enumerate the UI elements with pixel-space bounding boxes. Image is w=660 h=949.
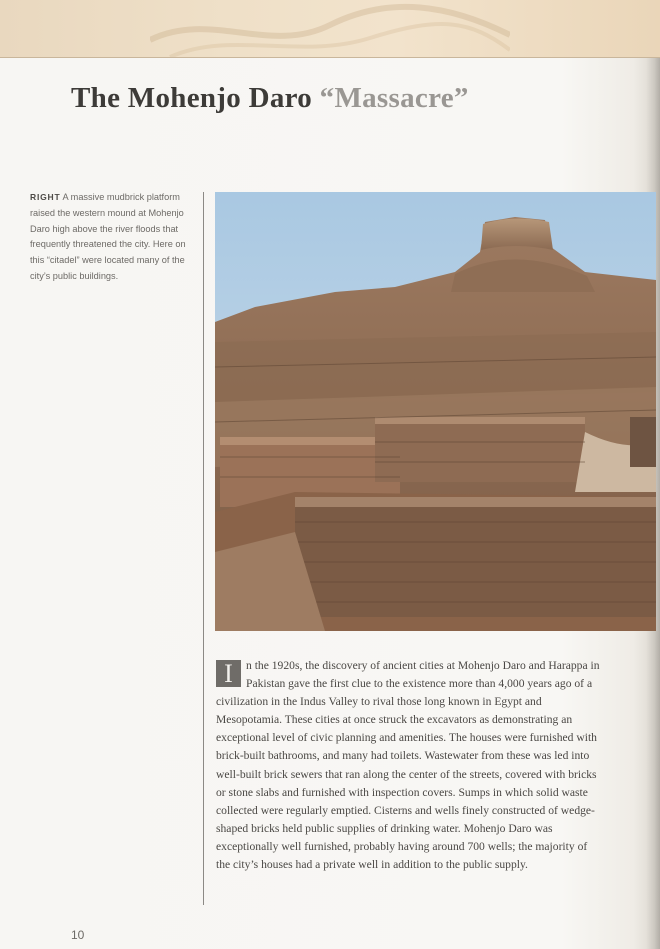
caption-text: A massive mudbrick platform raised the western mound at Mohenjo Daro high above the river floods that frequently threatened the city. Here on this “citadel” were located many of the city’s public buildings. — [30, 192, 186, 281]
decorative-swirl — [150, 0, 510, 57]
column-divider — [203, 192, 204, 905]
page-number: 10 — [71, 928, 85, 942]
caption-lead: RIGHT — [30, 192, 61, 202]
ruins-photo — [215, 192, 656, 631]
top-decorative-band — [0, 0, 660, 58]
drop-cap: I — [216, 660, 241, 687]
body-paragraph: n the 1920s, the discovery of ancient cities at Mohenjo Daro and Harappa in Pakistan gave the first clue to the existence more than 4,000 years ago of a civilization in the Indus Valley to rival those long known in Egypt and Mesopotamia. These cities at once struck the excavators as demonstrating an exceptional level of civic planning and amenities. The houses were furnished with brick-built bathrooms, and many had toilets. Wastewater from these was led into well-built brick sewers that ran along the center of the streets, covered with bricks or stone slabs and furnished with inspection covers. Sumps in which solid waste collected were regularly emptied. Cisterns and wells finely constructed of wedge-shaped bricks held public supplies of drinking water. Mohenjo Daro was exceptionally well furnished, probably having around 700 wells; the majority of the city’s houses had a private well in addition to the public supply. — [216, 659, 600, 872]
page-title-main: The Mohenjo Daro — [71, 82, 313, 114]
page-title — [71, 82, 469, 115]
photo-caption — [30, 190, 190, 285]
ruins-photo-illustration — [215, 192, 656, 631]
body-text — [216, 657, 600, 874]
page-title-highlight: “Massacre” — [319, 82, 469, 114]
